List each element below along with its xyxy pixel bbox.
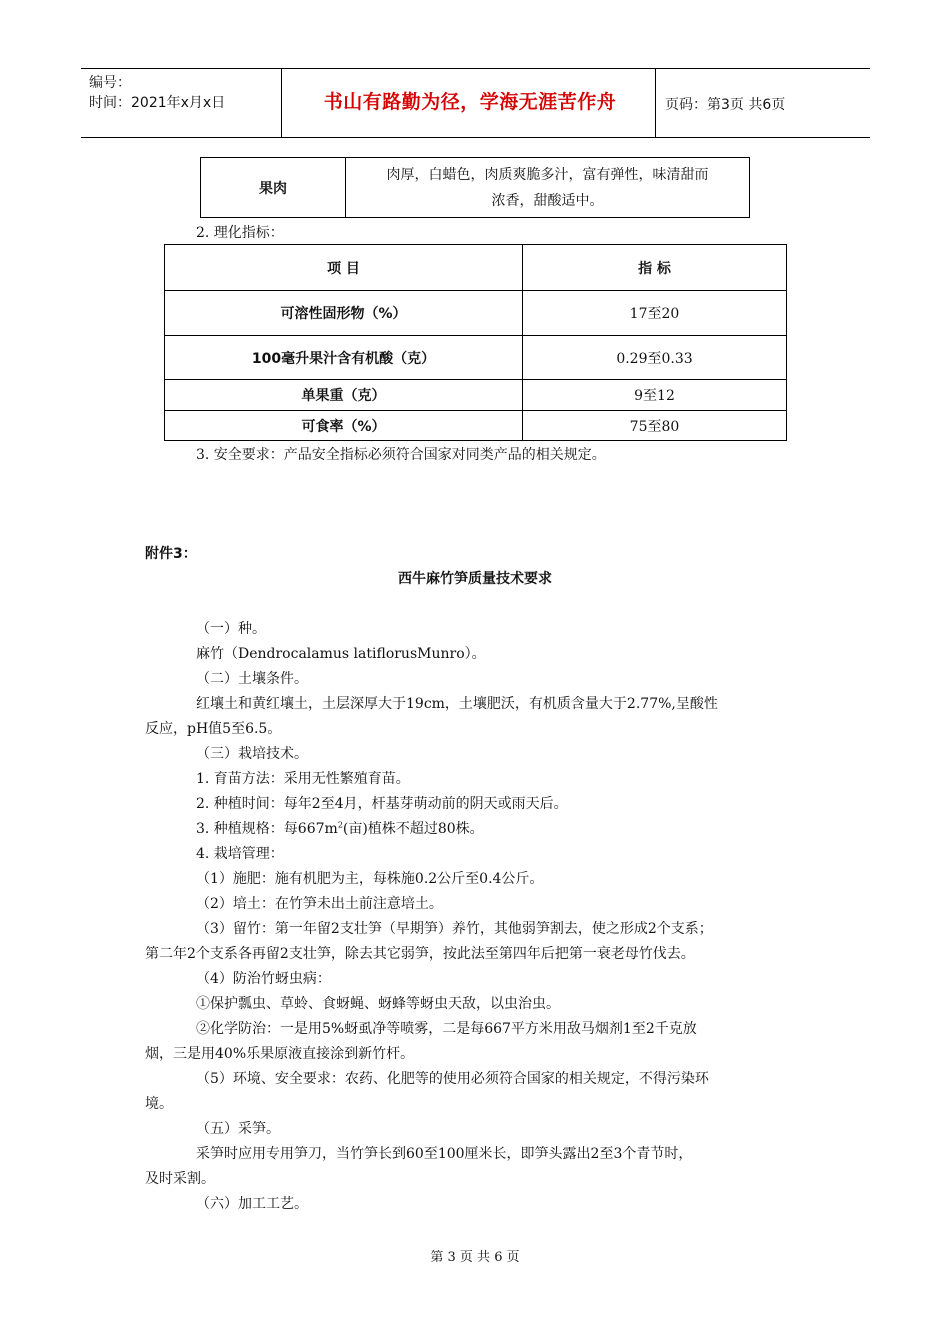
table-key-cell: 果肉 [201,158,346,218]
body-text: (亩)植株不超过80株。 [342,821,484,837]
table-value-line: 浓香，甜酸适中。 [491,192,604,209]
body-line: 采笋时应用专用笋刀，当竹笋长到60至100厘米长，即笋头露出2至3个青节时， [196,1146,693,1162]
body-text: 3. 种植规格：每667m [196,821,338,837]
row-value: 75至80 [523,411,787,441]
table-row [165,411,787,441]
body-line: 烟，三是用40%乐果原液直接涂到新竹杆。 [145,1046,415,1062]
body-line: （3）留竹：第一年留2支壮笋（早期笋）养竹，其他弱笋割去，使之形成2个支系； [196,921,713,937]
physicochemical-table [164,244,787,441]
row-item: 可食率（%） [165,411,523,441]
header-meta [89,73,225,113]
table-header-row [165,245,787,291]
document-date-label: 时间：2021年x月x日 [89,95,226,111]
body-line: ②化学防治：一是用5%蚜虱净等喷雾，二是每667平方米用敌马烟剂1至2千克放 [196,1021,697,1037]
header-motto: 书山有路勤为径，学海无涯苦作舟 [323,91,617,113]
body-line: 1. 育苗方法：采用无性繁殖育苗。 [196,771,410,787]
row-item: 单果重（克） [165,380,523,411]
body-line: 第二年2个支系各再留2支壮笋，除去其它弱笋，按此法至第四年后把第一衰老母竹伐去。 [145,946,695,962]
body-line: （一）种。 [196,621,266,637]
header-page-number: 页码：第3页 共6页 [665,97,786,113]
row-item: 可溶性固形物（%） [165,291,523,336]
body-line: （三）栽培技术。 [196,746,308,762]
body-line: （二）土壤条件。 [196,671,308,687]
header-divider [281,69,282,137]
row-value: 17至20 [523,291,787,336]
table-value-line: 肉厚，白蜡色，肉质爽脆多汁，富有弹性，味清甜而 [386,166,709,183]
table-row [165,336,787,380]
document-number-label: 编号： [89,75,131,91]
body-line: （4）防治竹蚜虫病： [196,971,331,987]
row-value: 0.29至0.33 [523,336,787,380]
row-value: 9至12 [523,380,787,411]
body-line [196,819,484,839]
column-header-item: 项 目 [165,245,523,291]
body-line: 及时采割。 [145,1171,215,1187]
document-title: 西牛麻竹笋质量技术要求 [398,571,552,587]
body-line: （1）施肥：施有机肥为主，每株施0.2公斤至0.4公斤。 [196,871,544,887]
body-line: （5）环境、安全要求：农药、化肥等的使用必须符合国家的相关规定，不得污染环 [196,1071,709,1087]
body-line: 麻竹（Dendrocalamus latiflorusMunro）。 [196,646,486,662]
section-heading-physicochemical: 2. 理化指标： [196,225,284,241]
page-header [81,68,870,138]
annex-label: 附件3： [145,546,197,562]
body-line: 反应，pH值5至6.5。 [145,721,282,737]
table-row [165,380,787,411]
row-item: 100毫升果汁含有机酸（克） [165,336,523,380]
column-header-index: 指 标 [523,245,787,291]
superscript: 2 [337,820,343,830]
body-line: 境。 [145,1096,173,1112]
body-line: （五）采笋。 [196,1121,280,1137]
body-line: （六）加工工艺。 [196,1196,308,1212]
table-row [165,291,787,336]
page-footer: 第 3 页 共 6 页 [430,1250,520,1265]
flesh-quality-table [200,157,750,218]
safety-requirement: 3. 安全要求：产品安全指标必须符合国家对同类产品的相关规定。 [196,447,606,463]
body-line: ①保护瓢虫、草蛉、食蚜蝇、蚜蜂等蚜虫天敌，以虫治虫。 [196,996,560,1012]
body-line: （2）培土：在竹笋未出土前注意培土。 [196,896,443,912]
body-line: 2. 种植时间：每年2至4月，杆基芽萌动前的阴天或雨天后。 [196,796,568,812]
table-value-cell [346,158,750,218]
body-line: 红壤土和黄红壤土，土层深厚大于19cm，土壤肥沃，有机质含量大于2.77%,呈酸性 [196,696,718,712]
table-row [201,158,750,218]
body-line: 4. 栽培管理： [196,846,284,862]
